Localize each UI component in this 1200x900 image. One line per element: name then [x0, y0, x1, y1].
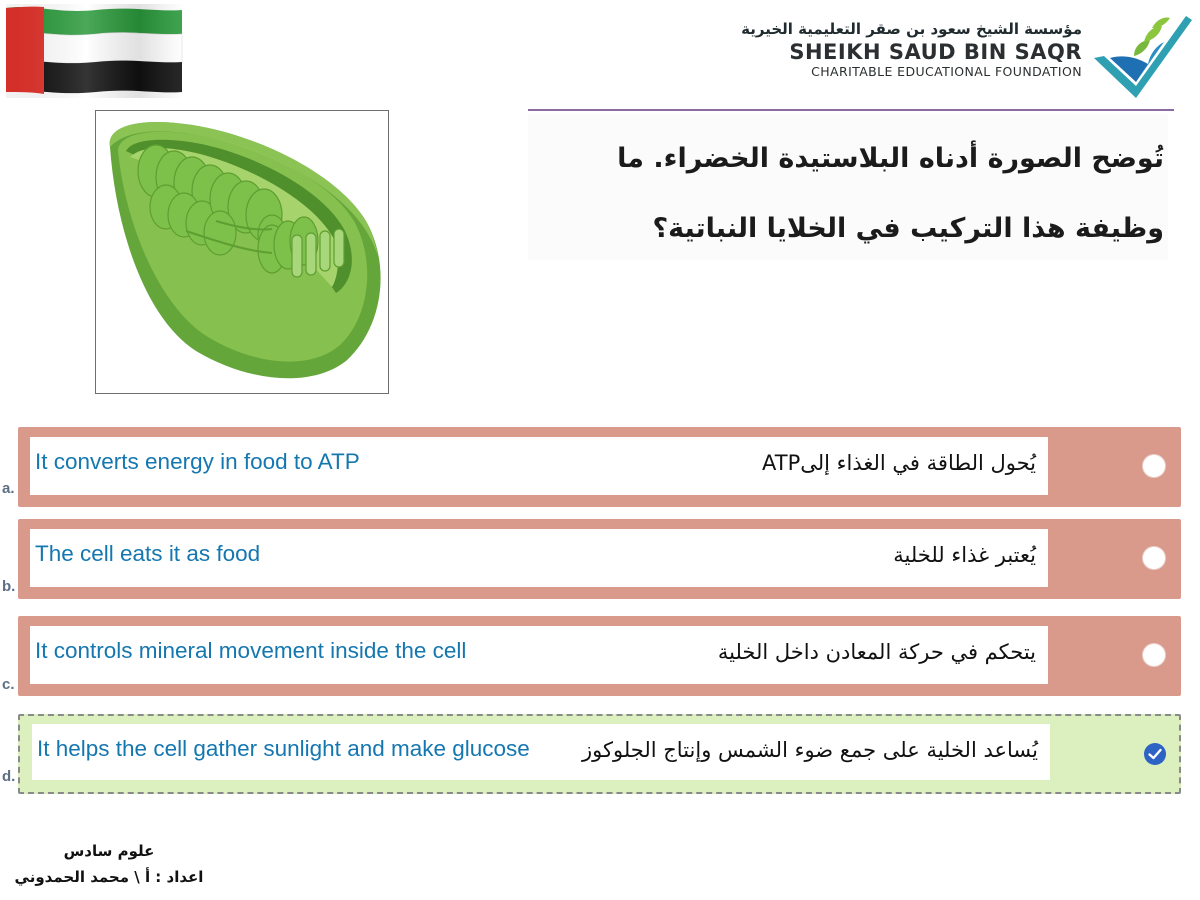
- option-b-english: The cell eats it as food: [35, 541, 261, 566]
- question-divider: [528, 109, 1174, 111]
- logo-english-subtitle: CHARITABLE EDUCATIONAL FOUNDATION: [811, 64, 1082, 79]
- logo-text: [741, 18, 1082, 79]
- option-d-panel: [32, 724, 1050, 780]
- answer-option-c[interactable]: [18, 616, 1181, 696]
- option-b-arabic: يُعتبر غذاء للخلية: [893, 543, 1036, 567]
- answer-option-b[interactable]: [18, 519, 1181, 599]
- option-c-arabic: يتحكم في حركة المعادن داخل الخلية: [717, 640, 1036, 664]
- footer-credits: [6, 838, 212, 890]
- option-a-letter: a.: [2, 480, 15, 497]
- option-c-english: It controls mineral movement inside the cell: [35, 638, 467, 663]
- logo-arabic-name: مؤسسة الشيخ سعود بن صقر التعليمية الخيرية: [741, 20, 1082, 38]
- logo-english-name: SHEIKH SAUD BIN SAQR: [789, 40, 1082, 64]
- uae-flag: [6, 4, 184, 98]
- chloroplast-illustration-icon: [96, 111, 387, 392]
- question-box: [528, 114, 1168, 260]
- option-b-radio[interactable]: [1143, 547, 1165, 569]
- answer-option-d[interactable]: [18, 714, 1181, 794]
- chloroplast-image: [95, 110, 389, 394]
- option-b-panel: [30, 529, 1048, 587]
- option-a-english: It converts energy in food to ATP: [35, 449, 360, 474]
- option-d-arabic: يُساعد الخلية على جمع ضوء الشمس وإنتاج الجلوكوز: [581, 738, 1038, 762]
- book-leaf-logo-icon: [1090, 6, 1194, 102]
- option-a-arabic: يُحول الطاقة في الغذاء إلىATP: [762, 451, 1036, 475]
- option-d-letter: d.: [2, 768, 16, 785]
- footer-author: اعداد : أ \ محمد الحمدوني: [14, 868, 204, 886]
- check-circle-icon[interactable]: [1143, 742, 1167, 766]
- answer-option-a[interactable]: [18, 427, 1181, 507]
- question-text: تُوضح الصورة أدناه البلاستيدة الخضراء. ما وظيفة هذا التركيب في الخلايا النباتية؟: [617, 143, 1164, 244]
- option-b-letter: b.: [2, 578, 16, 595]
- option-c-panel: [30, 626, 1048, 684]
- footer-subject: علوم سادس: [63, 842, 155, 860]
- option-c-letter: c.: [2, 676, 15, 693]
- option-d-english: It helps the cell gather sunlight and make glucose: [37, 736, 530, 761]
- option-a-radio[interactable]: [1143, 455, 1165, 477]
- uae-flag-icon: [6, 4, 184, 98]
- option-a-panel: [30, 437, 1048, 495]
- option-c-radio[interactable]: [1143, 644, 1165, 666]
- foundation-logo: [741, 6, 1198, 102]
